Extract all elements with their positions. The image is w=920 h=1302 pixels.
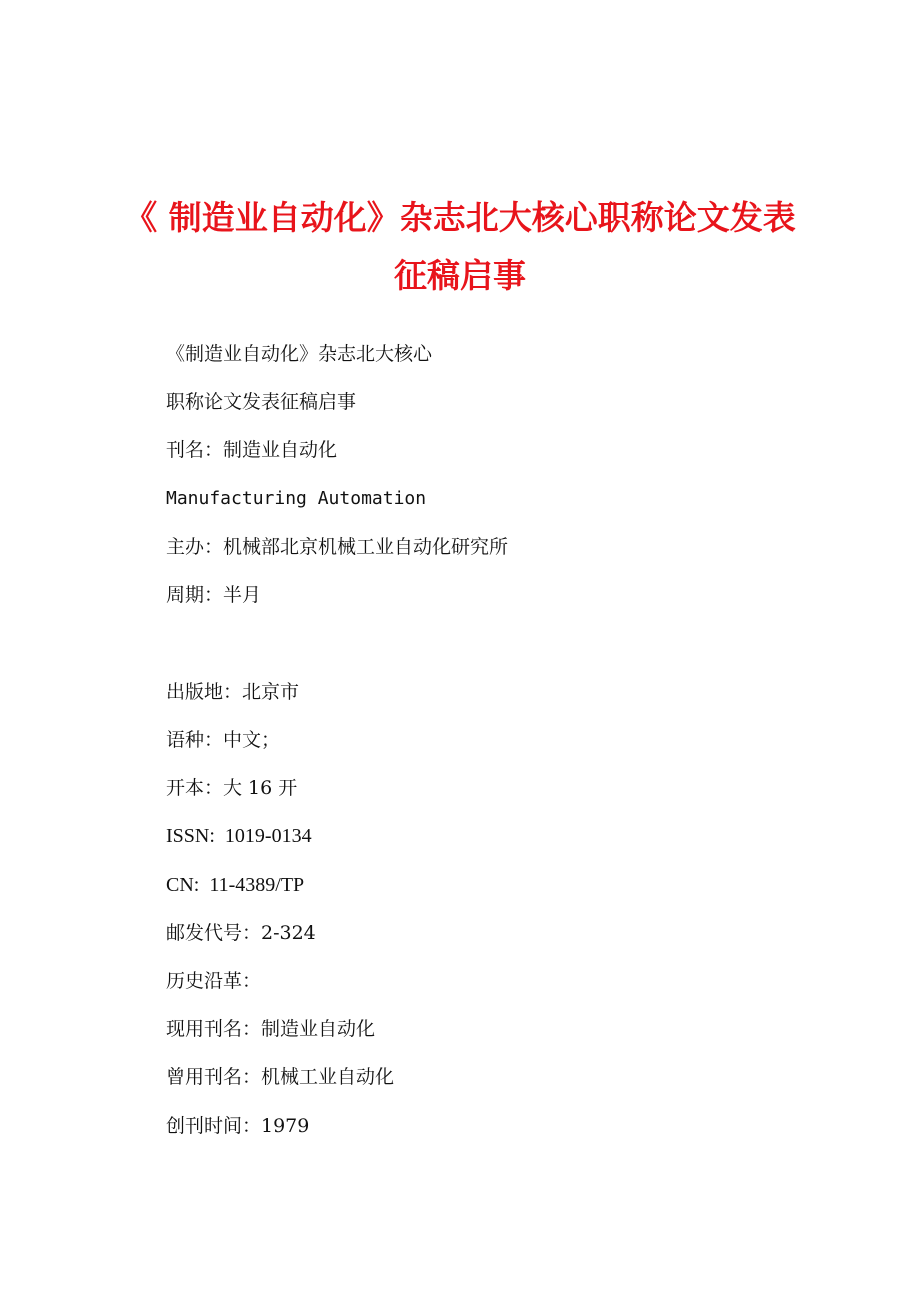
- publication-place: 出版地：北京市: [166, 681, 300, 703]
- journal-language: 语种：中文；: [166, 729, 281, 751]
- journal-sponsor: 主办：机械部北京机械工业自动化研究所: [166, 536, 509, 558]
- journal-frequency: 周期：半月: [166, 584, 262, 606]
- journal-format: 开本：大 16 开: [166, 777, 298, 799]
- intro-line-1: 《制造业自动化》杂志北大核心: [166, 343, 433, 365]
- journal-english-name: Manufacturing Automation: [166, 488, 427, 509]
- journal-name: 刊名：制造业自动化: [166, 439, 338, 461]
- intro-line-2: 职称论文发表征稿启事: [166, 391, 357, 413]
- journal-cn: CN: 11-4389/TP: [166, 874, 305, 896]
- document-title-line-2: 征稿启事: [394, 256, 526, 295]
- current-journal-name: 现用刊名：制造业自动化: [166, 1018, 376, 1040]
- founding-year: 创刊时间：1979: [166, 1115, 310, 1137]
- journal-issn: ISSN: 1019-0134: [166, 825, 312, 847]
- postal-code: 邮发代号：2-324: [166, 922, 316, 944]
- document-title-line-1: 《 制造业自动化》杂志北大核心职称论文发表: [124, 198, 796, 237]
- history-heading: 历史沿革：: [166, 970, 262, 992]
- former-journal-name: 曾用刊名：机械工业自动化: [166, 1066, 395, 1088]
